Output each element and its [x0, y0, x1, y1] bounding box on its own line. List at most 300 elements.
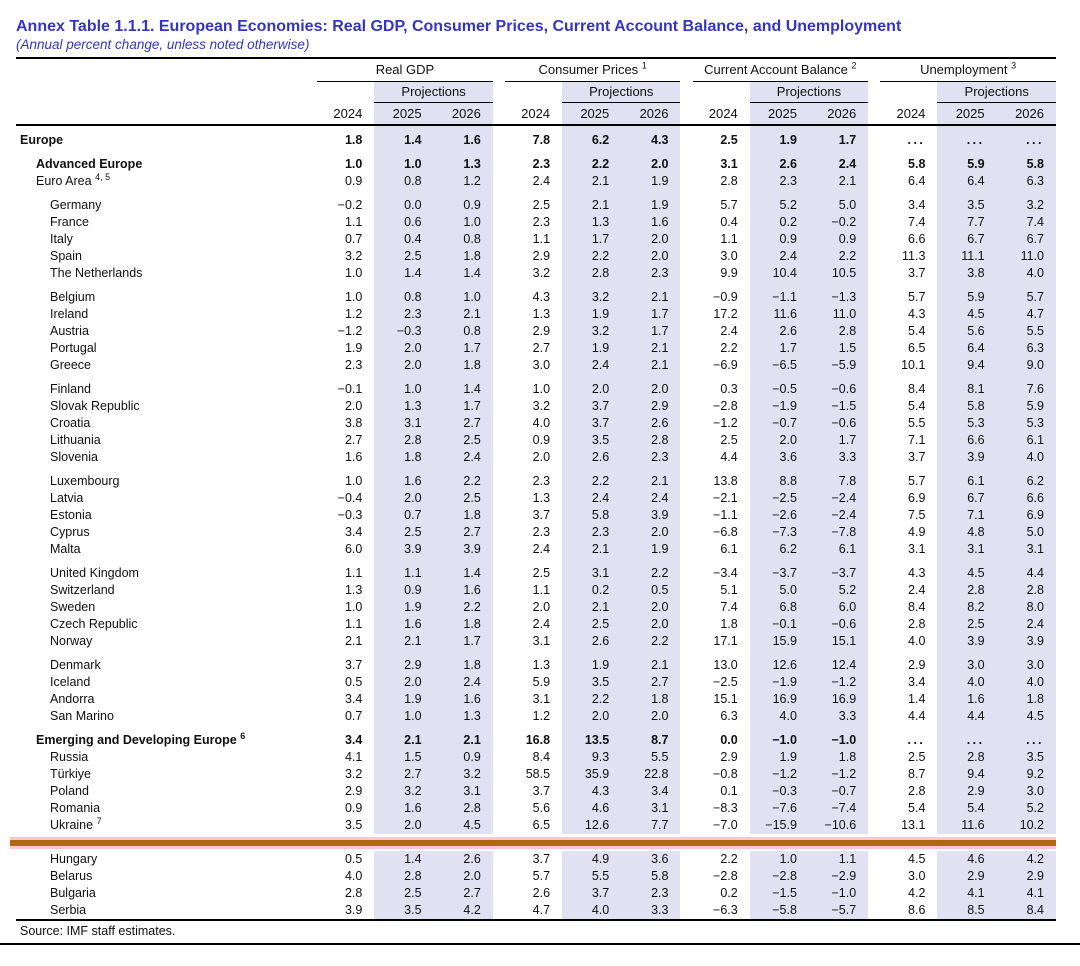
value-cell: 0.1 [720, 784, 738, 798]
value-cell: 7.7 [937, 214, 996, 231]
column-gap [868, 374, 880, 381]
value-cell: −0.3 [337, 508, 363, 522]
value-cell [434, 650, 493, 657]
value-cell: 1.6 [344, 450, 363, 464]
row-label: Ukraine $^7$ [50, 815, 102, 832]
table-row [16, 449, 1056, 466]
column-gap [493, 851, 505, 868]
row-label: France [50, 215, 89, 229]
row-label: Belgium [50, 290, 96, 304]
value-cell: 4.0 [750, 708, 809, 725]
value-cell: 2.0 [621, 524, 680, 541]
value-cell: 1.1 [344, 617, 363, 631]
value-cell: 3.9 [374, 541, 433, 558]
column-gap [680, 616, 692, 633]
value-cell: 2.9 [937, 783, 996, 800]
value-cell: 2.1 [621, 357, 680, 374]
column-gap [868, 156, 880, 173]
column-gap [868, 541, 880, 558]
value-cell: 6.7 [937, 231, 996, 248]
column-gap [493, 524, 505, 541]
value-cell: −0.4 [337, 491, 363, 505]
value-cell: 17.2 [713, 307, 738, 321]
value-cell: −2.5 [750, 490, 809, 507]
value-cell [562, 725, 621, 732]
value-cell: 5.6 [937, 323, 996, 340]
value-cell [374, 282, 433, 289]
value-cell [505, 149, 562, 156]
value-cell: 1.7 [562, 231, 621, 248]
year-2025: 2025 [562, 103, 621, 126]
row-label: Lithuania [50, 433, 101, 447]
value-cell: −2.1 [713, 491, 738, 505]
value-cell: 2.8 [809, 323, 868, 340]
value-cell: 2.1 [621, 473, 680, 490]
column-gap [493, 374, 505, 381]
value-cell: 2.2 [434, 473, 493, 490]
value-cell: −15.9 [750, 817, 809, 834]
value-cell [997, 558, 1056, 565]
table-row [16, 657, 1056, 674]
group-label: Unemployment [920, 62, 1008, 77]
value-cell: 6.6 [997, 490, 1056, 507]
row-label: Czech Republic [50, 617, 138, 631]
value-cell: 10.1 [901, 358, 926, 372]
value-cell [750, 149, 809, 156]
value-cell [937, 190, 996, 197]
value-cell: 2.7 [532, 341, 551, 355]
value-cell: 5.0 [997, 524, 1056, 541]
table-row [16, 851, 1056, 868]
value-cell: 2.8 [374, 432, 433, 449]
value-cell [750, 725, 809, 732]
value-cell: 3.7 [532, 508, 551, 522]
value-cell: 3.1 [720, 157, 738, 171]
value-cell: 2.8 [621, 432, 680, 449]
column-gap [868, 490, 880, 507]
column-gap [868, 306, 880, 323]
value-cell: −2.8 [713, 399, 738, 413]
empty-cell [16, 103, 317, 126]
column-gap [680, 749, 692, 766]
value-cell: 9.9 [720, 266, 738, 280]
value-cell: 3.3 [809, 708, 868, 725]
value-cell: 3.2 [434, 766, 493, 783]
value-cell: 5.5 [997, 323, 1056, 340]
column-gap [493, 381, 505, 398]
value-cell: 3.5 [937, 197, 996, 214]
value-cell: 3.9 [937, 449, 996, 466]
column-gap [493, 868, 505, 885]
projections-label: Projections [562, 82, 680, 103]
value-cell: 1.4 [434, 265, 493, 282]
value-cell: 1.9 [750, 749, 809, 766]
value-cell: 3.4 [908, 675, 926, 689]
value-cell [880, 558, 937, 565]
value-cell: 0.5 [621, 582, 680, 599]
table-row [16, 885, 1056, 902]
table-row [16, 633, 1056, 650]
value-cell: 6.1 [997, 432, 1056, 449]
column-gap [680, 340, 692, 357]
row-label [16, 190, 317, 197]
value-cell [505, 558, 562, 565]
table-row [16, 783, 1056, 800]
value-cell: 2.3 [621, 449, 680, 466]
value-cell: 5.9 [937, 156, 996, 173]
column-gap [868, 507, 880, 524]
value-cell: 1.0 [344, 266, 363, 280]
value-cell: 0.6 [374, 214, 433, 231]
value-cell: 2.4 [532, 542, 551, 556]
column-gap [868, 524, 880, 541]
value-cell: 2.4 [720, 324, 738, 338]
value-cell: 2.7 [434, 415, 493, 432]
value-cell: 3.4 [621, 783, 680, 800]
group-header-row [16, 58, 1056, 82]
value-cell: 3.4 [344, 692, 363, 706]
value-cell: 5.8 [908, 157, 926, 171]
value-cell [693, 466, 750, 473]
value-cell: 6.8 [750, 599, 809, 616]
value-cell: 2.2 [562, 248, 621, 265]
column-gap [493, 674, 505, 691]
value-cell: 8.2 [937, 599, 996, 616]
value-cell: 15.9 [750, 633, 809, 650]
column-gap [680, 289, 692, 306]
value-cell: 4.4 [908, 709, 926, 723]
table-row [16, 524, 1056, 541]
value-cell: −3.7 [809, 565, 868, 582]
value-cell: 11.3 [902, 249, 926, 263]
value-cell: 5.1 [720, 583, 738, 597]
column-gap [493, 82, 505, 103]
value-cell: 1.9 [374, 599, 433, 616]
value-cell: 1.1 [532, 232, 551, 246]
value-cell: 4.0 [908, 634, 926, 648]
value-cell: 1.6 [434, 125, 493, 149]
value-cell: 7.4 [720, 600, 738, 614]
value-cell: 1.9 [750, 125, 809, 149]
value-cell [505, 466, 562, 473]
column-gap [868, 766, 880, 783]
value-cell: 2.4 [750, 248, 809, 265]
value-cell: 1.6 [621, 214, 680, 231]
value-cell [562, 282, 621, 289]
column-gap [493, 657, 505, 674]
value-cell: 1.0 [344, 474, 363, 488]
value-cell: 2.4 [434, 449, 493, 466]
value-cell: 2.2 [720, 341, 738, 355]
table-row [16, 902, 1056, 920]
value-cell: 8.0 [997, 599, 1056, 616]
column-gap [493, 558, 505, 565]
value-cell: 5.7 [720, 198, 738, 212]
column-gap [493, 282, 505, 289]
value-cell: 5.9 [532, 675, 551, 689]
value-cell: 2.8 [374, 868, 433, 885]
value-cell: 6.3 [997, 173, 1056, 190]
value-cell: ... [907, 133, 926, 147]
empty-cell [317, 82, 374, 103]
value-cell: 2.8 [908, 784, 926, 798]
row-label: Luxembourg [50, 474, 120, 488]
value-cell: 11.6 [750, 306, 809, 323]
value-cell: −1.2 [809, 766, 868, 783]
value-cell: 3.7 [908, 450, 926, 464]
value-cell: 1.7 [621, 323, 680, 340]
row-label: Switzerland [50, 583, 115, 597]
value-cell: 1.0 [374, 156, 433, 173]
value-cell: 8.4 [997, 902, 1056, 920]
table-row [16, 732, 1056, 749]
value-cell: 2.4 [997, 616, 1056, 633]
value-cell: 8.5 [937, 902, 996, 920]
value-cell: 16.8 [525, 733, 551, 747]
spacer-row [16, 374, 1056, 381]
value-cell [505, 190, 562, 197]
value-cell [880, 650, 937, 657]
column-gap [868, 633, 880, 650]
table-row [16, 432, 1056, 449]
table-row [16, 173, 1056, 190]
value-cell: 7.1 [937, 507, 996, 524]
column-gap [493, 507, 505, 524]
value-cell: 2.1 [621, 340, 680, 357]
value-cell: 6.4 [908, 174, 926, 188]
column-gap [868, 103, 880, 126]
value-cell: 2.6 [562, 449, 621, 466]
value-cell: 1.7 [621, 306, 680, 323]
column-gap [493, 173, 505, 190]
table-row [16, 415, 1056, 432]
column-gap [680, 357, 692, 374]
column-gap [493, 323, 505, 340]
row-label: Belarus [50, 869, 93, 883]
value-cell: −6.3 [713, 903, 738, 917]
value-cell: 3.5 [562, 674, 621, 691]
value-cell: 5.7 [908, 290, 926, 304]
value-cell: 2.8 [908, 617, 926, 631]
value-cell: −6.5 [750, 357, 809, 374]
table-row [16, 749, 1056, 766]
value-cell: −0.2 [337, 198, 363, 212]
value-cell: 2.4 [908, 583, 926, 597]
value-cell: 1.1 [532, 583, 551, 597]
value-cell: 2.7 [621, 674, 680, 691]
value-cell: 2.1 [344, 634, 363, 648]
value-cell: 9.4 [937, 766, 996, 783]
row-label: Europe [20, 133, 64, 147]
value-cell: 5.4 [908, 801, 926, 815]
column-gap [680, 674, 692, 691]
value-cell: −6.9 [713, 358, 738, 372]
value-cell: 6.4 [937, 173, 996, 190]
value-cell: 1.6 [374, 800, 433, 817]
value-cell: −2.4 [809, 507, 868, 524]
value-cell: −1.1 [750, 289, 809, 306]
year-2025: 2025 [750, 103, 809, 126]
value-cell [434, 149, 493, 156]
value-cell: 4.0 [532, 416, 551, 430]
projections-label: Projections [750, 82, 868, 103]
row-label: Latvia [50, 491, 84, 505]
value-cell: 0.7 [374, 507, 433, 524]
column-gap [493, 125, 505, 149]
value-cell: 4.0 [997, 265, 1056, 282]
table-row [16, 616, 1056, 633]
value-cell: 3.2 [344, 767, 363, 781]
value-cell: 5.4 [908, 324, 926, 338]
value-cell: 1.3 [562, 214, 621, 231]
column-gap [868, 783, 880, 800]
value-cell: 4.0 [562, 902, 621, 920]
value-cell: 3.6 [621, 851, 680, 868]
column-gap [680, 708, 692, 725]
value-cell: 2.5 [937, 616, 996, 633]
value-cell: 2.4 [621, 490, 680, 507]
column-gap [493, 800, 505, 817]
column-gap [680, 851, 692, 868]
value-cell [621, 149, 680, 156]
value-cell: −0.3 [750, 783, 809, 800]
value-cell: 2.0 [621, 599, 680, 616]
value-cell: 5.0 [809, 197, 868, 214]
table-row [16, 473, 1056, 490]
value-cell: 11.1 [937, 248, 996, 265]
value-cell: 2.7 [344, 433, 363, 447]
value-cell: −1.2 [750, 766, 809, 783]
column-gap [868, 381, 880, 398]
column-gap [680, 817, 692, 834]
value-cell: 2.5 [434, 432, 493, 449]
value-cell: 3.6 [750, 449, 809, 466]
value-cell: −1.5 [750, 885, 809, 902]
value-cell: 0.8 [374, 173, 433, 190]
value-cell: 3.2 [344, 249, 363, 263]
value-cell: 2.0 [562, 381, 621, 398]
column-gap [868, 340, 880, 357]
row-label [16, 650, 317, 657]
value-cell: 4.2 [997, 851, 1056, 868]
footnote-marker: 7 [96, 815, 102, 826]
value-cell: 2.8 [720, 174, 738, 188]
value-cell: 3.3 [809, 449, 868, 466]
value-cell: 2.9 [344, 784, 363, 798]
value-cell: −0.9 [713, 290, 738, 304]
column-gap [493, 340, 505, 357]
column-gap [680, 582, 692, 599]
value-cell: 6.9 [997, 507, 1056, 524]
column-gap [493, 190, 505, 197]
value-cell: ... [907, 733, 926, 747]
value-cell: 5.9 [937, 289, 996, 306]
group-header-consumer-prices [505, 58, 681, 82]
value-cell: 1.6 [374, 616, 433, 633]
value-cell: 7.1 [908, 433, 926, 447]
column-gap [680, 725, 692, 732]
value-cell: 2.8 [937, 749, 996, 766]
column-gap [493, 466, 505, 473]
column-gap [868, 732, 880, 749]
row-label: Poland [50, 784, 89, 798]
value-cell: 3.0 [997, 657, 1056, 674]
value-cell: 2.9 [937, 868, 996, 885]
value-cell [621, 282, 680, 289]
column-gap [868, 885, 880, 902]
projections-label: Projections [937, 82, 1056, 103]
value-cell: 1.9 [621, 197, 680, 214]
row-label: Slovak Republic [50, 399, 140, 413]
value-cell: 2.3 [532, 474, 551, 488]
value-cell: 2.5 [374, 248, 433, 265]
value-cell: 2.0 [434, 868, 493, 885]
value-cell [693, 650, 750, 657]
column-gap [868, 190, 880, 197]
value-cell [750, 374, 809, 381]
row-label: Türkiye [50, 767, 91, 781]
value-cell: 1.8 [809, 749, 868, 766]
column-gap [493, 398, 505, 415]
value-cell: 2.0 [621, 248, 680, 265]
value-cell: 2.0 [374, 340, 433, 357]
value-cell: 2.6 [532, 886, 551, 900]
value-cell: 15.1 [713, 692, 738, 706]
value-cell: 2.0 [532, 450, 551, 464]
column-gap [868, 558, 880, 565]
value-cell: 0.9 [750, 231, 809, 248]
row-label: Slovenia [50, 450, 98, 464]
spacer-row [16, 650, 1056, 657]
value-cell [374, 558, 433, 565]
value-cell: 10.4 [750, 265, 809, 282]
value-cell: 2.2 [434, 599, 493, 616]
column-gap [493, 357, 505, 374]
column-gap [493, 289, 505, 306]
value-cell: 2.4 [434, 674, 493, 691]
value-cell: 35.9 [562, 766, 621, 783]
column-gap [868, 265, 880, 282]
value-cell: 2.2 [621, 565, 680, 582]
value-cell [693, 282, 750, 289]
value-cell: 12.4 [809, 657, 868, 674]
column-gap [680, 490, 692, 507]
year-2026: 2026 [997, 103, 1056, 126]
label-column-header [16, 58, 317, 82]
table-row [16, 490, 1056, 507]
value-cell: 2.4 [532, 174, 551, 188]
table-row [16, 800, 1056, 817]
column-gap [868, 125, 880, 149]
value-cell: 6.1 [720, 542, 738, 556]
value-cell: 1.7 [750, 340, 809, 357]
value-cell: 2.5 [720, 133, 738, 147]
column-gap [680, 125, 692, 149]
projections-header-row [16, 82, 1056, 103]
value-cell: 11.6 [937, 817, 996, 834]
value-cell [809, 282, 868, 289]
column-gap [868, 582, 880, 599]
value-cell: 1.0 [434, 289, 493, 306]
table-title: Annex Table 1.1.1. European Economies: Real GDP, Consumer Prices, Current Account Balance, and Unemployment [16, 18, 902, 35]
column-gap [868, 657, 880, 674]
value-cell: 3.2 [532, 399, 551, 413]
value-cell: −1.2 [809, 674, 868, 691]
value-cell: −1.2 [337, 324, 363, 338]
year-2026: 2026 [434, 103, 493, 126]
year-2024: 2024 [317, 103, 374, 126]
value-cell: 7.5 [908, 508, 926, 522]
